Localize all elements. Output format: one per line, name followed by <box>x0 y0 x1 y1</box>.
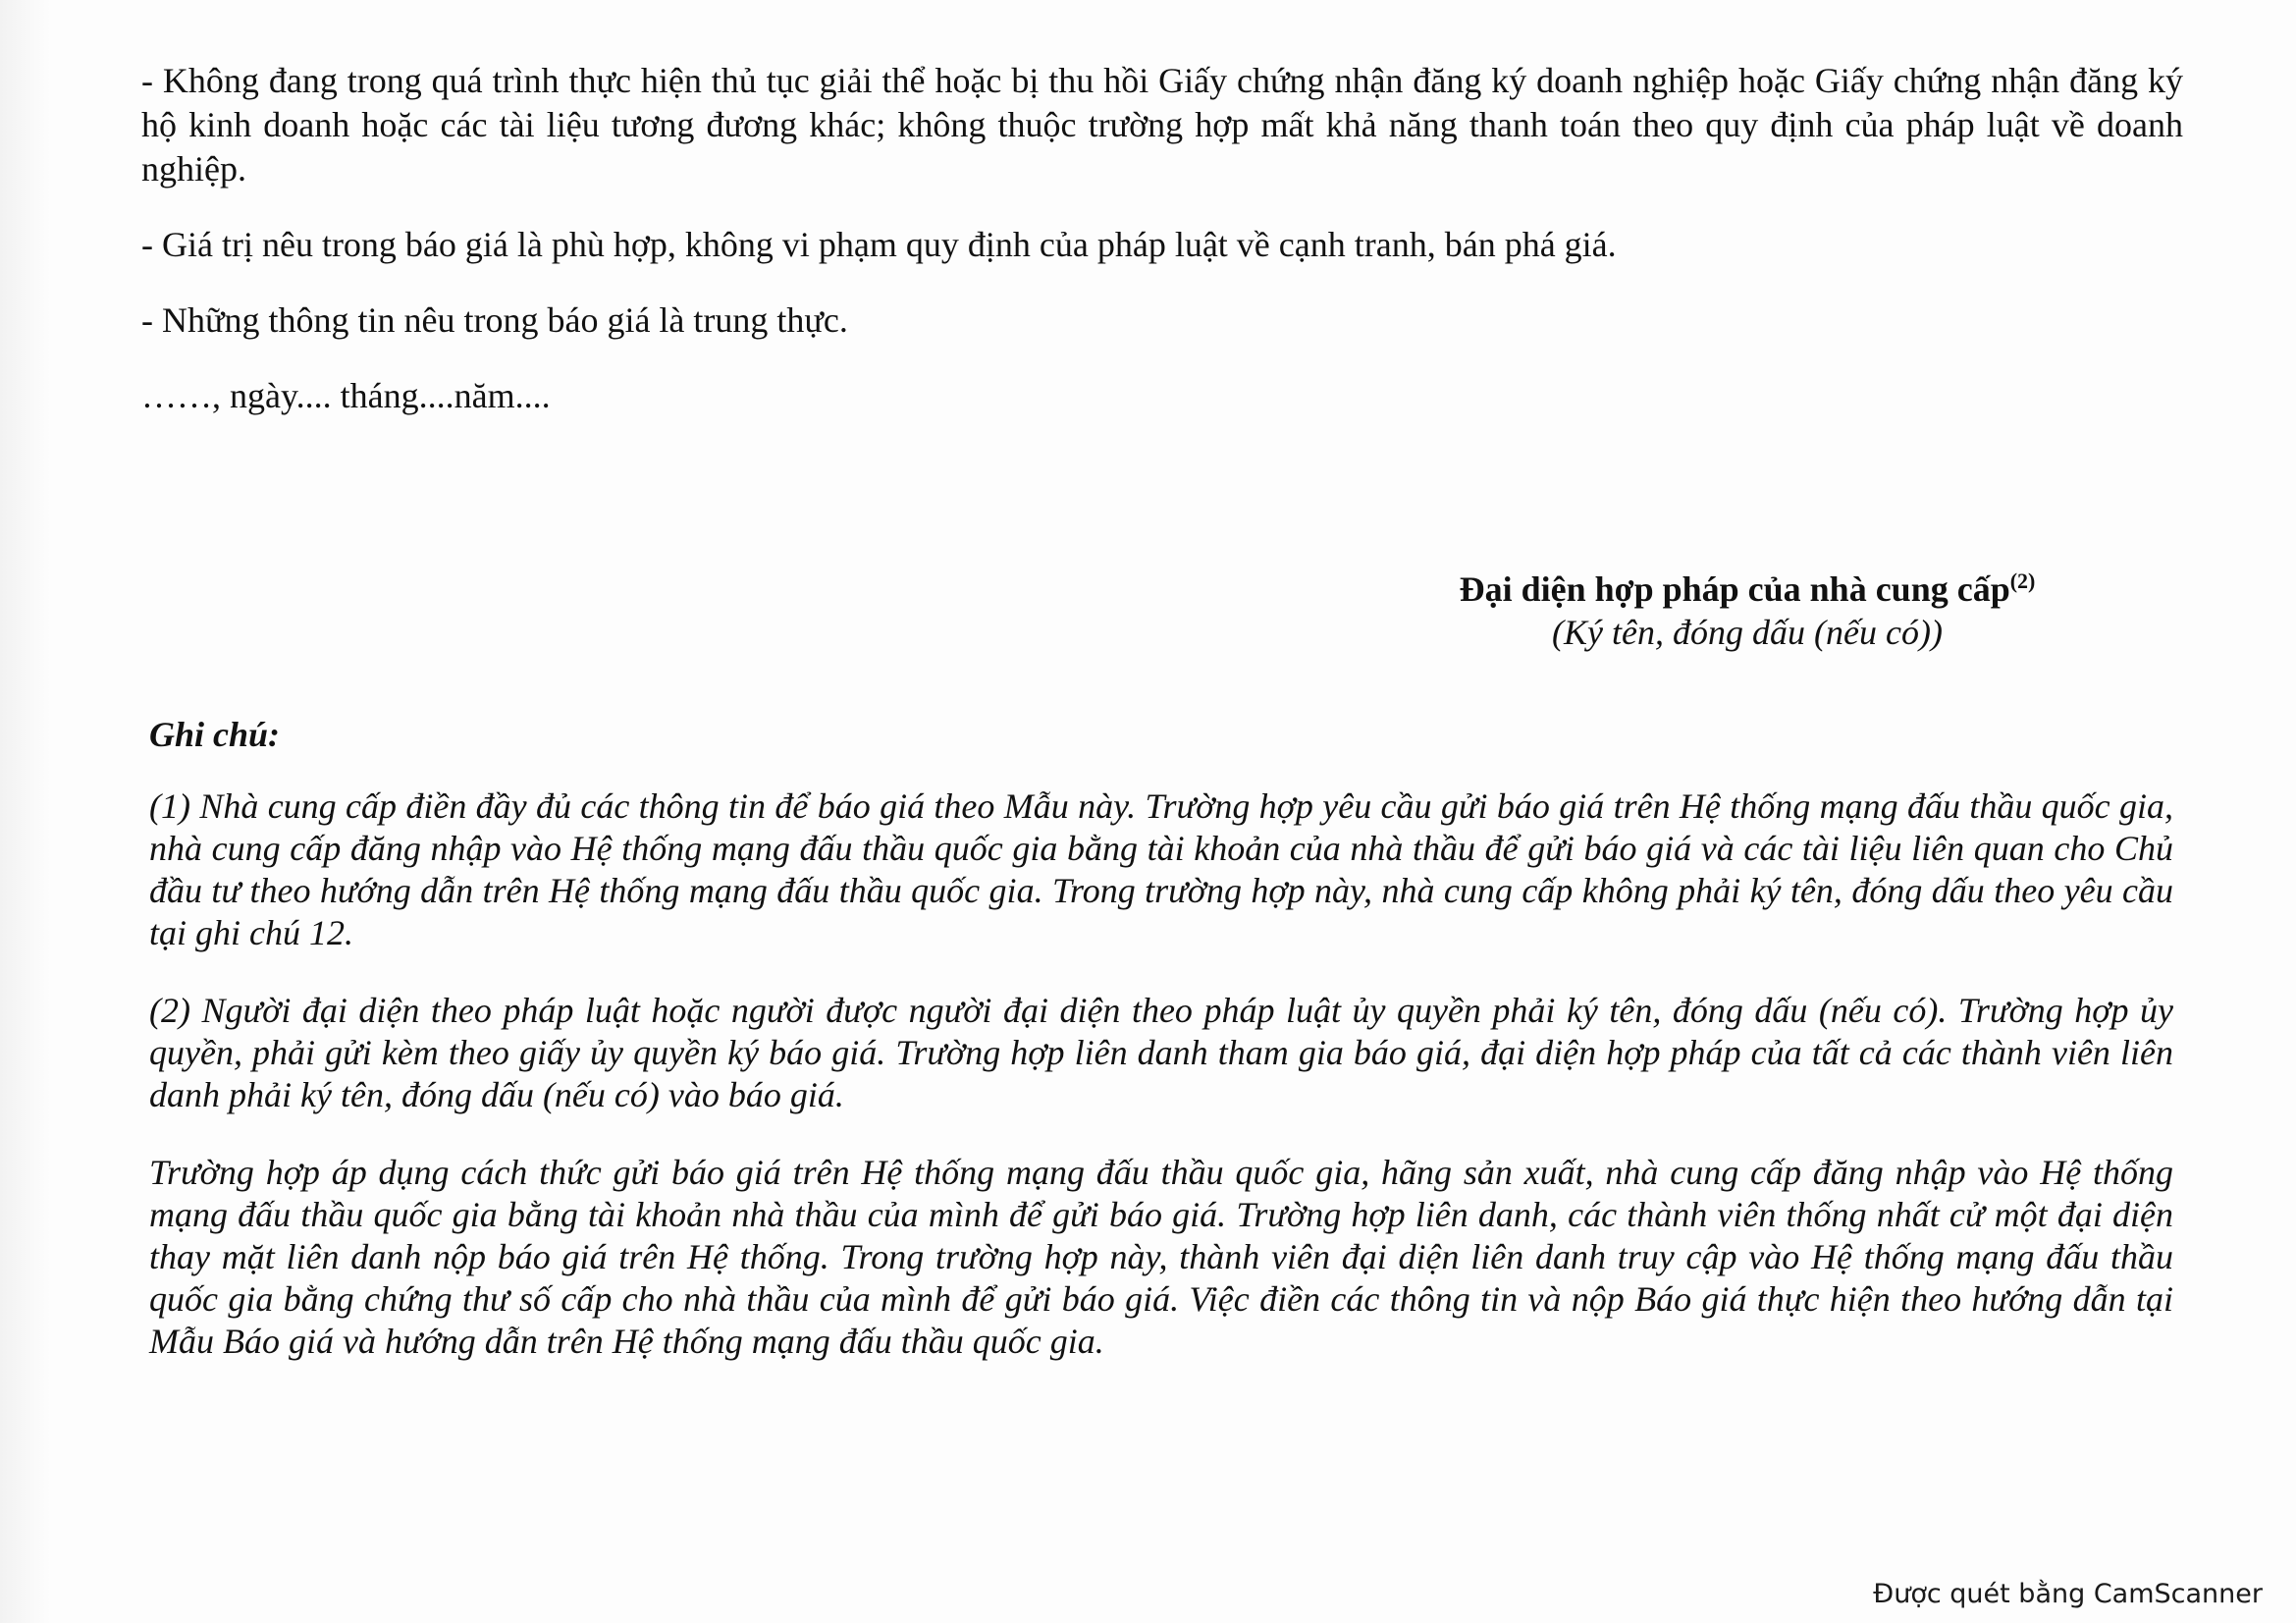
declaration-paragraph-truthfulness: - Những thông tin nêu trong báo giá là trung thực. <box>141 300 848 340</box>
declaration-body <box>141 59 2183 418</box>
note-item-3: Trường hợp áp dụng cách thức gửi báo giá trên Hệ thống mạng đấu thầu quốc gia, hãng sản xuất, nhà cung cấp đăng nhập vào Hệ thống mạng đấu thầu quốc gia bằng tài khoản nhà thầu của mình để gửi báo giá. Trường hợp liên danh, các thành viên thống nhất cử một đại diện thay mặt liên danh nộp báo giá trên Hệ thống. Trong trường hợp này, thành viên đại diện liên danh truy cập vào Hệ thống mạng đấu thầu quốc gia bằng chứng thư số cấp cho nhà thầu của mình để gửi báo giá. Việc điền các thông tin và nộp Báo giá thực hiện theo hướng dẫn tại Mẫu Báo giá và hướng dẫn trên Hệ thống mạng đấu thầu quốc gia. <box>149 1153 2173 1361</box>
signature-instruction: (Ký tên, đóng dấu (nếu có)) <box>1552 613 1943 652</box>
date-line: ……, ngày.... tháng....năm.... <box>141 376 551 415</box>
notes-heading: Ghi chú: <box>149 715 281 754</box>
scan-edge-shadow <box>0 0 51 1623</box>
declaration-paragraph-dissolution: - Không đang trong quá trình thực hiện thủ tục giải thể hoặc bị thu hồi Giấy chứng nhận đăng ký doanh nghiệp hoặc Giấy chứng nhận đăng ký hộ kinh doanh hoặc các tài liệu tương đương khác; không thuộc trường hợp mất khả năng thanh toán theo quy định của pháp luật về doanh nghiệp. <box>141 61 2183 189</box>
signature-title <box>1158 568 2296 611</box>
signature-block <box>1158 568 2296 654</box>
camscanner-watermark: Được quét bằng CamScanner <box>1873 1579 2263 1609</box>
note-item-1: (1) Nhà cung cấp điền đầy đủ các thông tin để báo giá theo Mẫu này. Trường hợp yêu cầu gửi báo giá trên Hệ thống mạng đấu thầu quốc gia, nhà cung cấp đăng nhập vào Hệ thống mạng đấu thầu quốc gia bằng tài khoản của nhà thầu để gửi báo giá và các tài liệu liên quan cho Chủ đầu tư theo hướng dẫn trên Hệ thống mạng đấu thầu quốc gia. Trong trường hợp này, nhà cung cấp không phải ký tên, đóng dấu theo yêu cầu tại ghi chú 12. <box>149 786 2173 952</box>
declaration-paragraph-pricing: - Giá trị nêu trong báo giá là phù hợp, không vi phạm quy định của pháp luật về cạnh tranh, bán phá giá. <box>141 225 1617 264</box>
notes-section <box>149 713 2173 1398</box>
signature-title-text: Đại diện hợp pháp của nhà cung cấp <box>1459 569 2010 609</box>
note-item-2: (2) Người đại diện theo pháp luật hoặc người được người đại diện theo pháp luật ủy quyền phải ký tên, đóng dấu (nếu có). Trường hợp ủy quyền, phải gửi kèm theo giấy ủy quyền ký báo giá. Trường hợp liên danh tham gia báo giá, đại diện hợp pháp của tất cả các thành viên liên danh phải ký tên, đóng dấu (nếu có) vào báo giá. <box>149 991 2173 1114</box>
signature-footnote-marker: (2) <box>2009 568 2036 593</box>
